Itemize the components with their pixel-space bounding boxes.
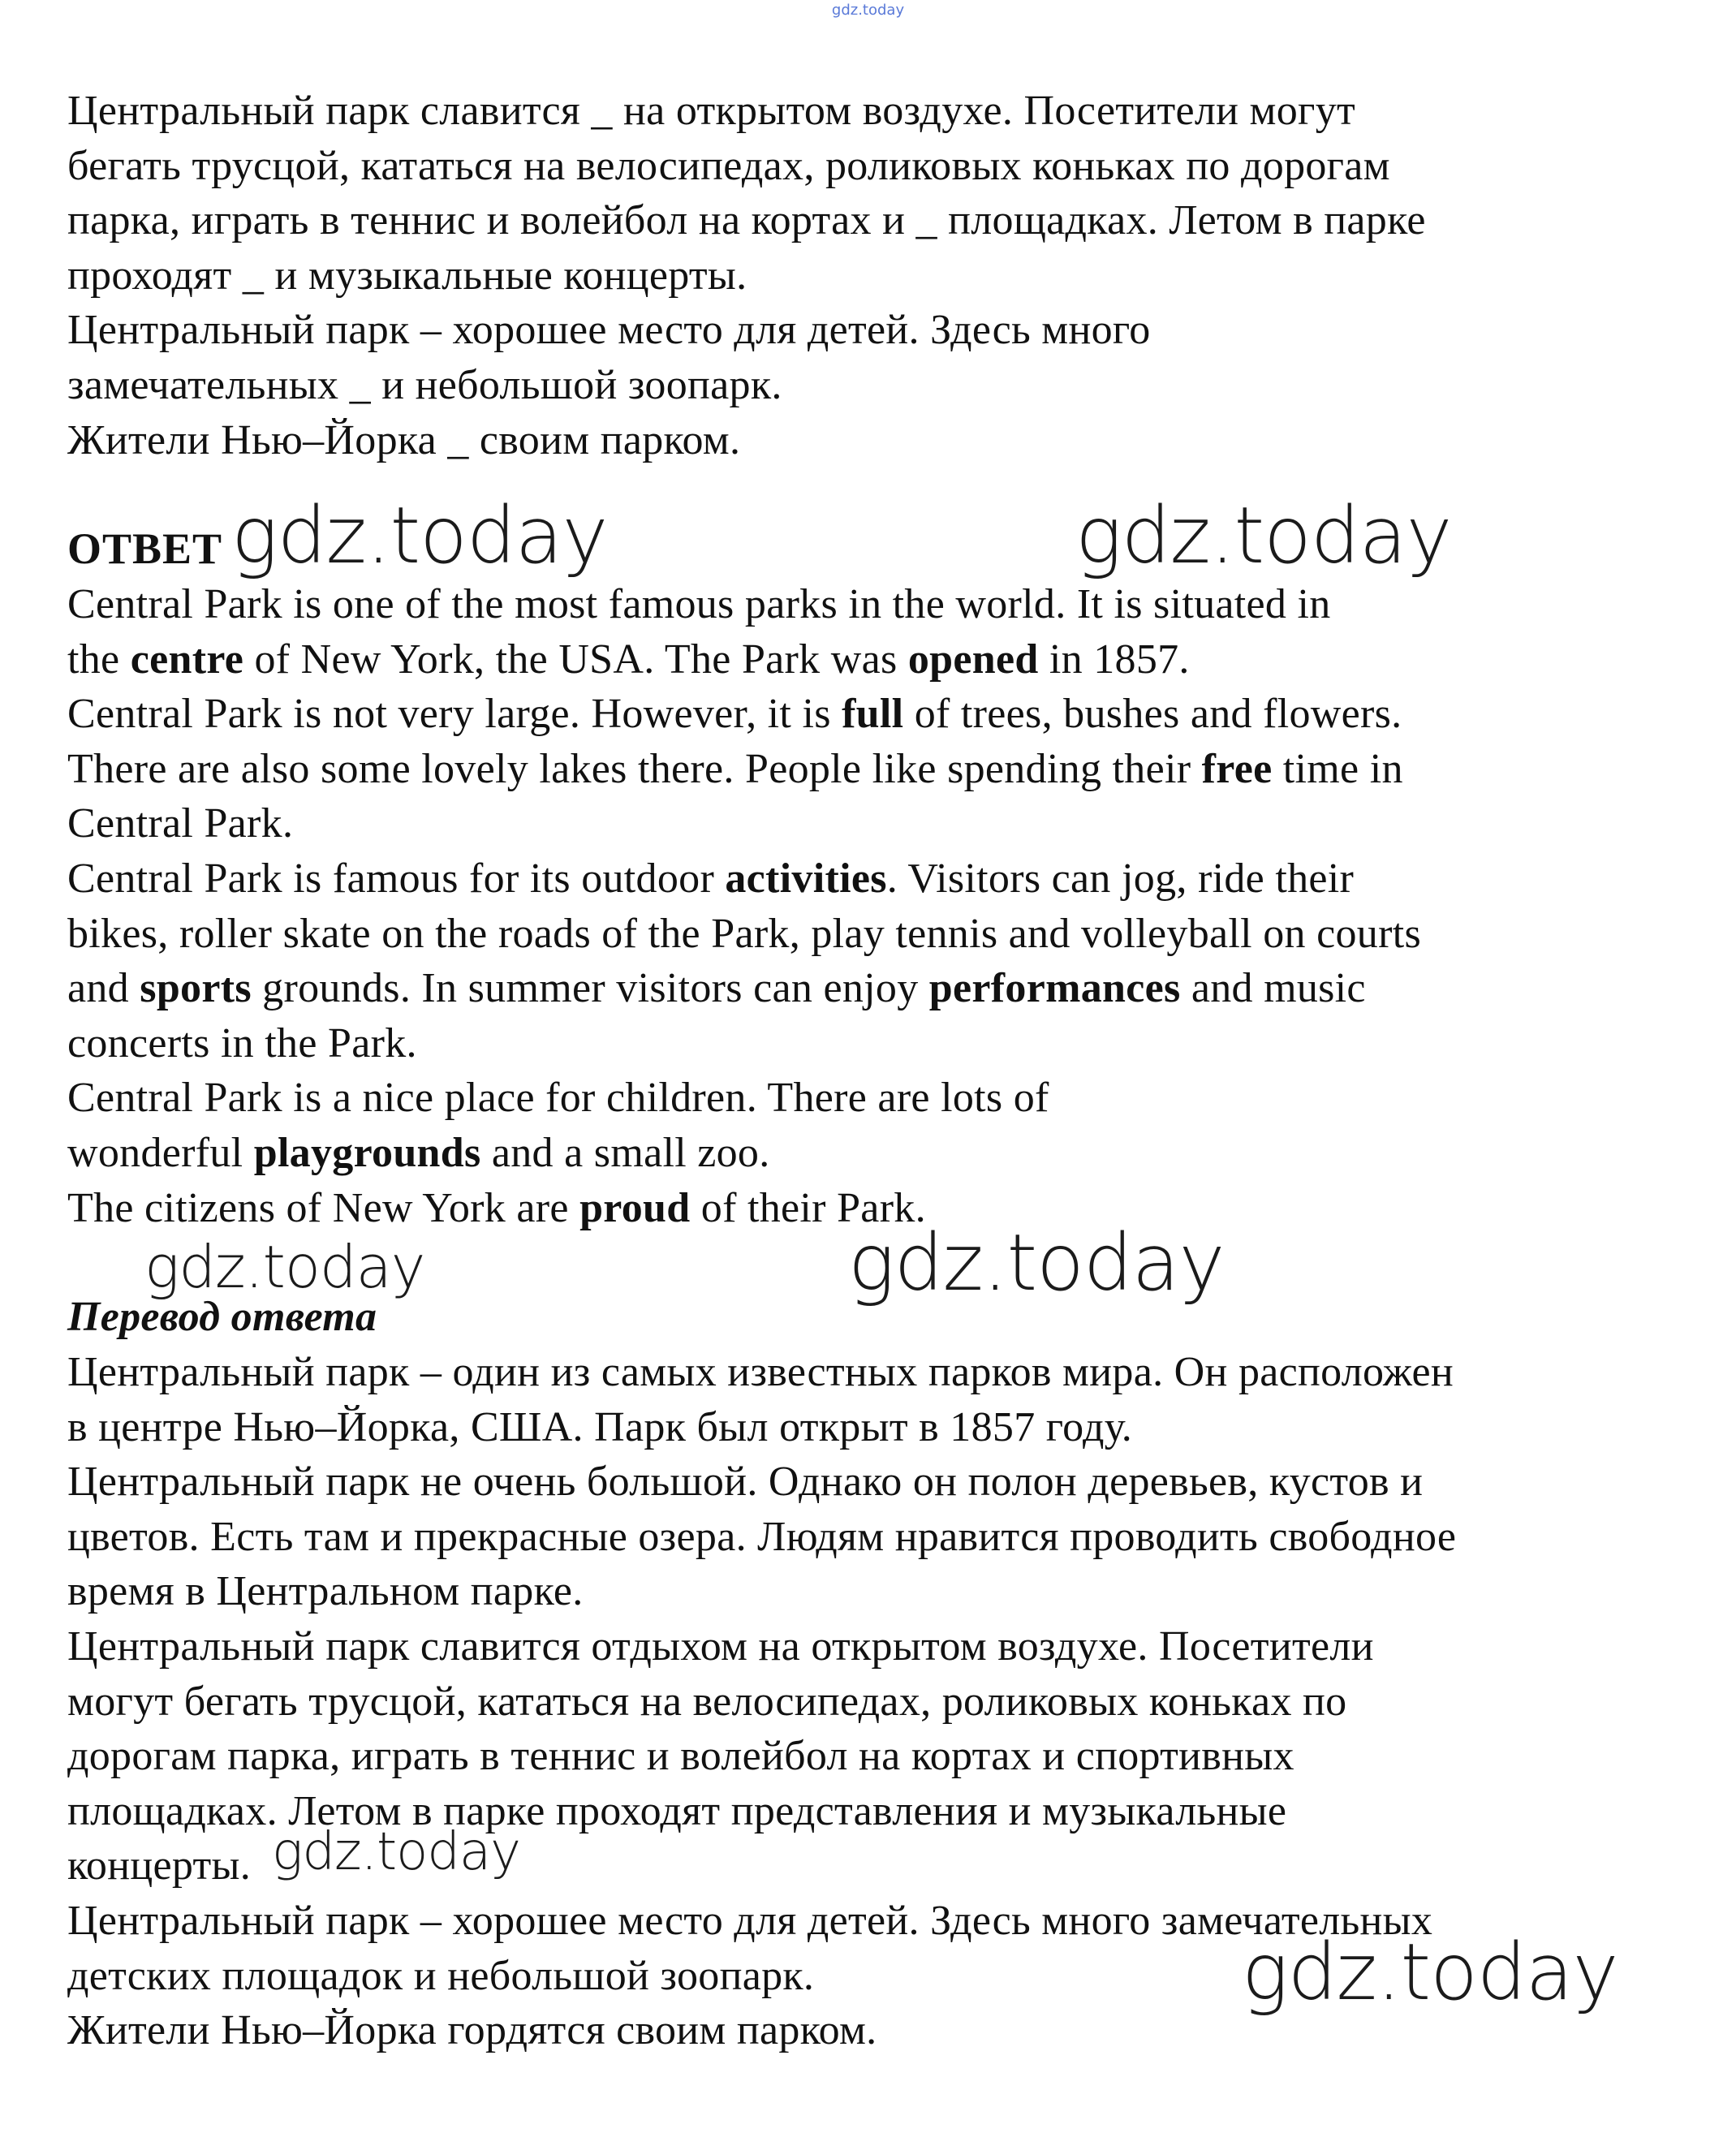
translation-line: время в Центральном парке. <box>67 1568 584 1615</box>
task-line: проходят _ и музыкальные концерты. <box>67 252 747 299</box>
answer-line <box>67 742 1707 797</box>
answer-word: opened <box>907 636 1039 683</box>
answer-text-run: There are also some lovely lakes there. People like spending their <box>67 745 1202 792</box>
answer-word: centre <box>130 636 244 683</box>
watermark: gdz.today <box>231 490 608 581</box>
translation-line: Центральный парк – хорошее место для детей. Здесь много замечательных <box>67 1897 1433 1944</box>
answer-text-run: wonderful <box>67 1129 254 1176</box>
answer-word: proud <box>579 1184 691 1231</box>
watermark: gdz.today <box>1242 1927 1618 2018</box>
task-text <box>67 84 1707 468</box>
answer-text-run: in 1857. <box>1038 636 1190 683</box>
answer-text-run: concerts in the Park. <box>67 1019 417 1066</box>
answer-line <box>67 1126 1707 1181</box>
answer-text-run: of New York, the USA. The Park was <box>243 636 908 683</box>
task-line: парка, играть в теннис и волейбол на кортах и _ площадках. Летом в парке <box>67 197 1426 244</box>
watermark: gdz.today <box>848 1217 1225 1308</box>
answer-text-run: of trees, bushes and flowers. <box>903 691 1402 738</box>
answer-text-run: Central Park is famous for its outdoor <box>67 855 726 902</box>
translation-line: Жители Нью–Йорка гордятся своим парком. <box>67 2007 877 2054</box>
translation-line: концерты. <box>67 1842 252 1890</box>
answer-text-run: Central Park is a nice place for children. There are lots of <box>67 1075 1049 1122</box>
task-line: замечательных _ и небольшой зоопарк. <box>67 361 782 408</box>
answer-text-run: Central Park. <box>67 800 294 847</box>
answer-text-run: bikes, roller skate on the roads of the Park, play tennis and volleyball on courts <box>67 910 1421 957</box>
translation-line: площадках. Летом в парке проходят представления и музыкальные <box>67 1787 1287 1834</box>
answer-text-run: of their Park. <box>690 1184 926 1231</box>
task-line: Центральный парк – хорошее место для детей. Здесь много <box>67 307 1151 354</box>
answer-line <box>67 1016 1707 1071</box>
answer-line <box>67 907 1707 962</box>
answer-word: playgrounds <box>253 1129 481 1176</box>
answer-line <box>67 632 1707 687</box>
watermark: gdz.today <box>144 1233 425 1301</box>
watermark: gdz.today <box>1075 490 1452 581</box>
watermark: gdz.today <box>272 1822 520 1882</box>
answer-text-run: time in <box>1272 745 1403 792</box>
translation-line: Центральный парк – один из самых известных парков мира. Он расположен <box>67 1349 1454 1395</box>
answer-heading: ОТВЕТ <box>67 524 223 573</box>
answer-text-run: and a small zoo. <box>480 1129 770 1176</box>
answer-line <box>67 687 1707 742</box>
answer-text-run: . Visitors can jog, ride their <box>886 855 1355 902</box>
answer-text <box>67 577 1707 1235</box>
answer-word: free <box>1201 745 1273 792</box>
answer-text-run: Central Park is one of the most famous parks in the world. It is situated in <box>67 581 1331 627</box>
translation-line: детских площадок и небольшой зоопарк. <box>67 1952 815 1999</box>
top-watermark: gdz.today <box>831 2 905 19</box>
answer-word: sports <box>140 965 252 1012</box>
answer-line <box>67 796 1707 851</box>
answer-text-run: the <box>67 636 131 683</box>
translation-heading: Перевод ответа <box>67 1294 377 1340</box>
answer-text-run: and music <box>1180 965 1366 1012</box>
answer-word: performances <box>928 965 1181 1012</box>
answer-word: full <box>842 691 904 738</box>
answer-text-run: and <box>67 965 140 1012</box>
answer-line <box>67 961 1707 1016</box>
translation-line: цветов. Есть там и прекрасные озера. Людям нравится проводить свободное <box>67 1513 1457 1560</box>
answer-line <box>67 1071 1707 1126</box>
answer-text-run: grounds. In summer visitors can enjoy <box>251 965 929 1012</box>
translation-line: могут бегать трусцой, кататься на велосипедах, роликовых коньках по <box>67 1678 1347 1725</box>
translation-line: Центральный парк не очень большой. Однако он полон деревьев, кустов и <box>67 1459 1424 1506</box>
task-line: бегать трусцой, кататься на велосипедах, роликовых коньках по дорогам <box>67 142 1390 189</box>
answer-text-run: Central Park is not very large. However, it is <box>67 691 842 738</box>
answer-word: activities <box>725 855 887 902</box>
translation-line: Центральный парк славится отдыхом на открытом воздухе. Посетители <box>67 1622 1374 1670</box>
translation-line: дорогам парка, играть в теннис и волейбол на кортах и спортивных <box>67 1733 1294 1780</box>
answer-line <box>67 851 1707 907</box>
answer-line <box>67 577 1707 632</box>
answer-text-run: The citizens of New York are <box>67 1184 580 1231</box>
task-line: Жители Нью–Йорка _ своим парком. <box>67 416 741 463</box>
translation-line: в центре Нью–Йорка, США. Парк был открыт в 1857 году. <box>67 1403 1133 1450</box>
task-line: Центральный парк славится _ на открытом воздухе. Посетители могут <box>67 88 1356 134</box>
